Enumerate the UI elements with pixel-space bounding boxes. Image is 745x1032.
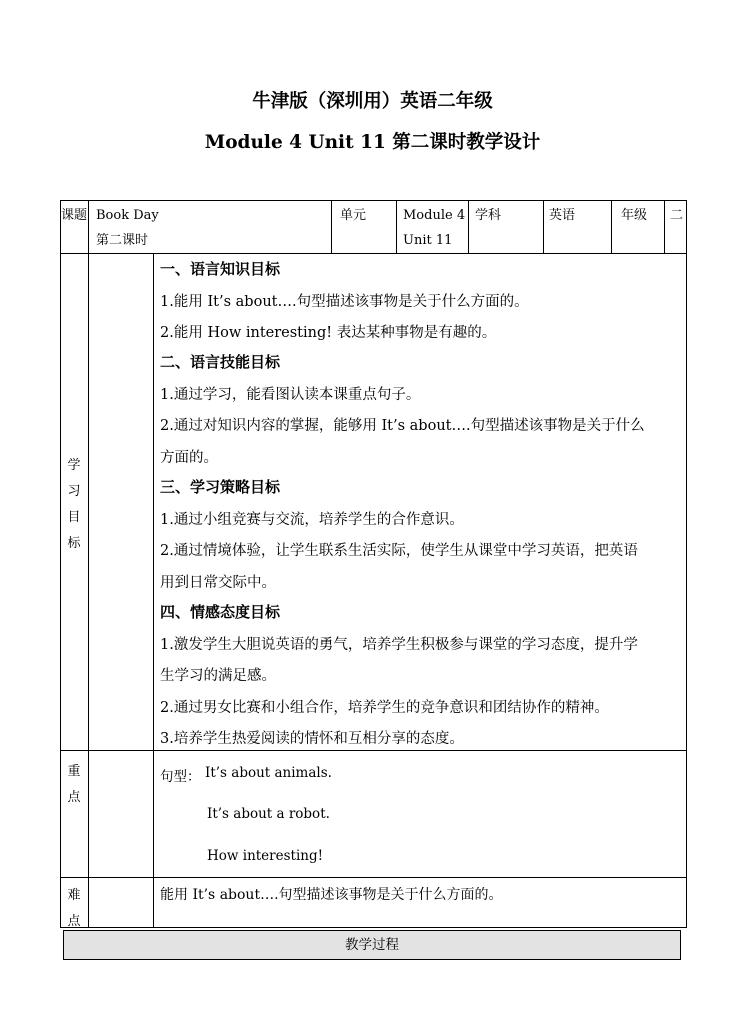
grade-label: 年级 bbox=[621, 208, 648, 223]
key-sentence: It’s about animals. bbox=[205, 765, 332, 781]
section-heading-strategy: 三、学习策略目标 bbox=[160, 478, 281, 496]
document-title: 牛津版（深圳用）英语二年级 bbox=[252, 91, 493, 112]
vertical-label-char: 重 bbox=[67, 764, 81, 779]
key-points-prefix: 句型： bbox=[160, 769, 201, 785]
difficult-points-text: 能用 It’s about….句型描述该事物是关于什么方面的。 bbox=[160, 887, 503, 903]
vertical-label-char: 目 bbox=[67, 510, 81, 525]
document-subtitle: Module 4 Unit 11 第二课时教学设计 bbox=[204, 132, 541, 153]
key-points-label bbox=[61, 759, 87, 811]
objective-item: 1.通过小组竞赛与交流，培养学生的合作意识。 bbox=[160, 512, 464, 528]
table-col-divider bbox=[88, 200, 89, 253]
unit-label: 单元 bbox=[340, 208, 367, 223]
topic-value-line2: 第二课时 bbox=[96, 233, 149, 248]
vertical-label-char: 难 bbox=[67, 888, 81, 903]
grade-value: 二 bbox=[670, 208, 684, 223]
objective-item: 1.能用 It’s about….句型描述该事物是关于什么方面的。 bbox=[160, 294, 529, 310]
objectives-label bbox=[61, 453, 87, 557]
subject-label: 学科 bbox=[475, 208, 502, 223]
table-col-divider bbox=[396, 200, 397, 253]
topic-value-line1: Book Day bbox=[96, 208, 159, 223]
table-col-divider bbox=[331, 200, 332, 253]
table-border-top bbox=[60, 200, 687, 201]
objective-item: 方面的。 bbox=[160, 450, 218, 466]
table-border-left bbox=[60, 200, 61, 928]
objective-item: 2.通过情境体验，让学生联系生活实际，使学生从课堂中学习英语，把英语 bbox=[160, 543, 638, 559]
vertical-label-char: 点 bbox=[67, 914, 81, 929]
key-sentence: How interesting! bbox=[207, 848, 324, 864]
table-col-divider bbox=[664, 200, 665, 253]
section-heading-knowledge: 一、语言知识目标 bbox=[160, 260, 281, 278]
section-heading-skills: 二、语言技能目标 bbox=[160, 353, 281, 371]
key-sentence: It’s about a robot. bbox=[207, 806, 330, 822]
objective-item: 3.培养学生热爱阅读的情怀和互相分享的态度。 bbox=[160, 731, 464, 747]
objective-item: 2.能用 How interesting! 表达某种事物是有趣的。 bbox=[160, 325, 497, 341]
objective-item: 生学习的满足感。 bbox=[160, 668, 276, 684]
table-col-divider bbox=[468, 200, 469, 253]
topic-label: 课题 bbox=[61, 208, 88, 223]
table-border-bottom bbox=[60, 927, 687, 928]
objective-item: 2.通过对知识内容的掌握，能够用 It’s about….句型描述该事物是关于什么 bbox=[160, 418, 645, 434]
objective-item: 1.通过学习，能看图认读本课重点句子。 bbox=[160, 387, 421, 403]
vertical-label-char: 标 bbox=[67, 536, 81, 551]
objective-item: 1.激发学生大胆说英语的勇气，培养学生积极参与课堂的学习态度，提升学 bbox=[160, 637, 638, 653]
section-heading-attitude: 四、情感态度目标 bbox=[160, 603, 281, 621]
table-col-divider bbox=[611, 200, 612, 253]
difficult-points-label bbox=[61, 883, 87, 935]
table-col-divider bbox=[153, 253, 154, 928]
table-row-divider bbox=[60, 253, 687, 254]
objective-item: 用到日常交际中。 bbox=[160, 575, 276, 591]
vertical-label-char: 点 bbox=[67, 790, 81, 805]
unit-value-line2: Unit 11 bbox=[403, 233, 453, 248]
teaching-process-banner: 教学过程 bbox=[63, 930, 681, 960]
table-col-divider bbox=[543, 200, 544, 253]
objective-item: 2.通过男女比赛和小组合作，培养学生的竞争意识和团结协作的精神。 bbox=[160, 700, 609, 716]
unit-value-line1: Module 4 bbox=[403, 208, 466, 223]
table-col-divider bbox=[88, 253, 89, 928]
table-row-divider bbox=[60, 750, 687, 751]
vertical-label-char: 习 bbox=[67, 484, 81, 499]
vertical-label-char: 学 bbox=[67, 458, 81, 473]
table-row-divider bbox=[60, 877, 687, 878]
subject-value: 英语 bbox=[549, 208, 576, 223]
